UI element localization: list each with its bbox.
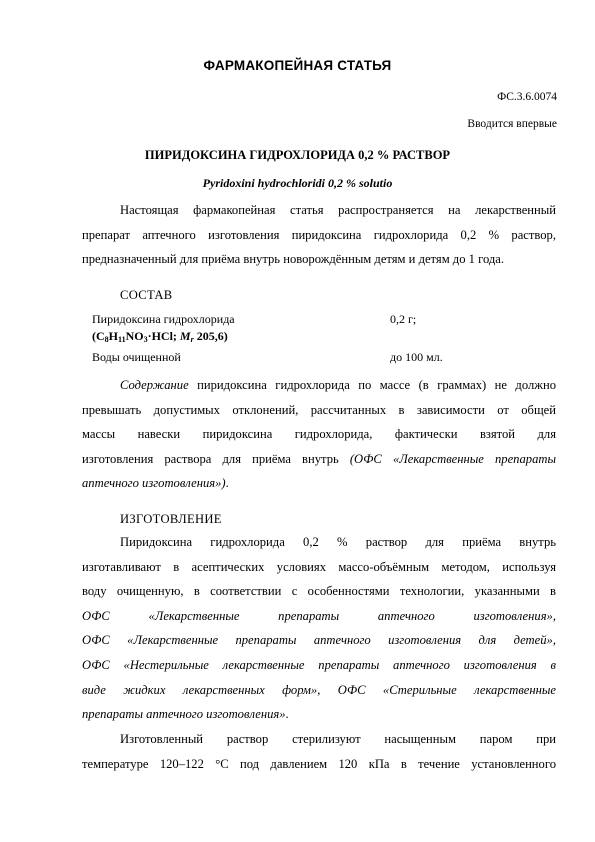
sterilization-line-2: температуре 120–122 °С под давлением 120 кПа в течение установленного — [82, 756, 556, 771]
manufacture-heading: ИЗГОТОВЛЕНИЕ — [120, 512, 222, 526]
manufacture-line-8: препараты аптечного изготовления». — [82, 707, 289, 722]
intro-line-2: препарат аптечного изготовления пиридоксина гидрохлорида 0,2 % раствор, — [82, 227, 556, 242]
document-code: ФС.3.6.0074 — [497, 91, 557, 103]
manufacture-paragraph — [82, 530, 556, 727]
content-line-4: изготовления раствора для приёма внутрь (ОФС «Лекарственные препараты — [82, 451, 556, 466]
manufacture-line-7: виде жидких лекарственных форм», ОФС «Стерильные лекарственные — [82, 682, 556, 697]
content-line-2: превышать допустимых отклонений, рассчитанных в зависимости от общей — [82, 402, 556, 417]
intro-line-3: предназначенный для приёма внутрь новорождённым детям и детям до 1 года. — [82, 252, 505, 267]
manufacture-line-5: ОФС «Лекарственные препараты аптечного изготовления для детей», — [82, 633, 556, 648]
manufacture-line-4: ОФС «Лекарственные препараты аптечного изготовления», — [82, 608, 556, 623]
intro-note: Вводится впервые — [467, 118, 557, 130]
manufacture-line-3: воду очищенную, в соответствии с особенностями технологии, указанными в — [82, 584, 556, 599]
latin-name: Pyridoxini hydrochloridi 0,2 % solutio — [202, 176, 393, 190]
intro-line-1: Настоящая фармакопейная статья распространяется на лекарственный — [120, 203, 556, 217]
composition-item-2-name: Воды очищенной — [92, 350, 181, 364]
composition-item-1-name: Пиридоксина гидрохлорида — [92, 312, 235, 326]
content-line-3: массы навески пиридоксина гидрохлорида, фактически взятой для — [82, 427, 556, 442]
composition-item-1-amount: 0,2 г; — [390, 312, 417, 326]
content-paragraph — [82, 373, 556, 496]
content-line-1: Содержание пиридоксина гидрохлорида по массе (в граммах) не должно — [120, 378, 556, 392]
composition-item-1-formula: ($C_8H_{11}NO_3\cdot HCl$; $M_r$ 205,6) — [92, 329, 228, 344]
sterilization-line-1: Изготовленный раствор стерилизуют насыщенным паром при — [120, 732, 556, 746]
composition-item-2-amount: до 100 мл. — [390, 350, 443, 364]
composition-heading: СОСТАВ — [120, 288, 173, 302]
manufacture-line-2: изготавливают в асептических условиях массо-объёмным методом, используя — [82, 559, 556, 574]
document-title: ФАРМАКОПЕЙНАЯ СТАТЬЯ — [203, 58, 392, 73]
manufacture-line-6: ОФС «Нестерильные лекарственные препараты аптечного изготовления в — [82, 657, 556, 672]
manufacture-line-1: Пиридоксина гидрохлорида 0,2 % раствор для приёма внутрь — [120, 535, 556, 549]
sterilization-paragraph — [82, 727, 556, 776]
drug-name-heading: ПИРИДОКСИНА ГИДРОХЛОРИДА 0,2 % РАСТВОР — [144, 148, 451, 162]
content-line-5: аптечного изготовления»). — [82, 476, 229, 491]
intro-paragraph — [82, 198, 556, 272]
